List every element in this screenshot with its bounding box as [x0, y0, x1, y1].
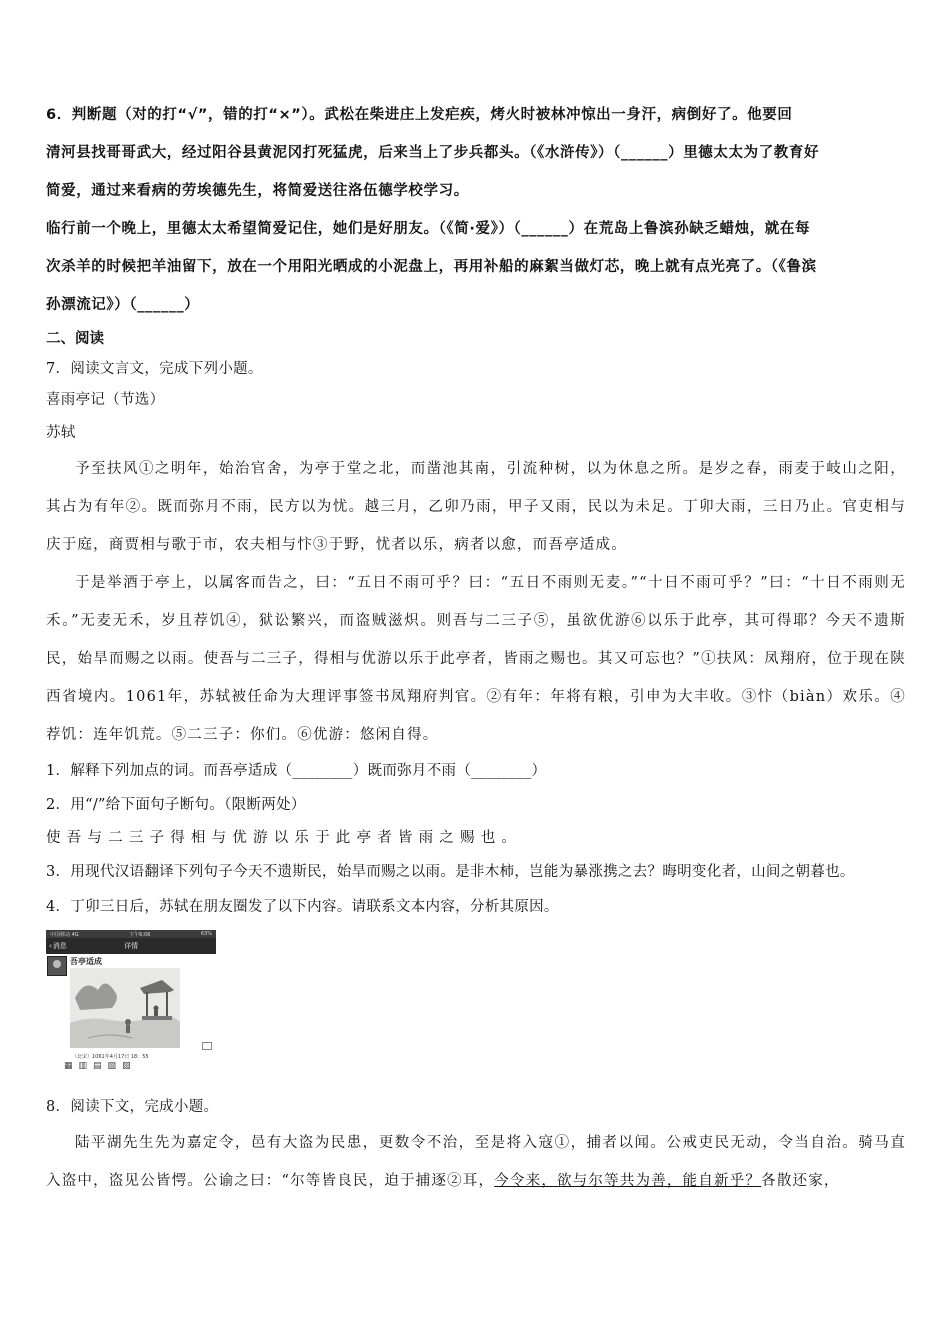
q6-line-6: 孙漂流记》）（______） [46, 297, 200, 313]
back-label: 消息 [52, 942, 67, 950]
q6-line-1: 6．判断题（对的打“√”，错的打“×”）。武松在柴进庄上发疟疾，烤火时被林冲惊出一身汗，病倒好了。他要回 [46, 107, 793, 123]
subquestion-3: 3．用现代汉语翻译下列句子今天不遗斯民，始旱而赐之以雨。是非木柿，岂能为暴涨携之去？晦明变化者，山间之朝暮也。 [46, 864, 855, 880]
post-timestamp: （北宋）1061年4月17日 18：55 [72, 1054, 149, 1060]
question-6 [46, 96, 906, 324]
section-heading-reading: 二、阅读 [46, 331, 104, 347]
reaction-avatar-icon: ▤ [93, 1061, 102, 1071]
clock-label: 下午6:06 [129, 931, 151, 938]
pavilion-painting-image[interactable] [70, 968, 180, 1048]
passage-paragraph-2: 于是举酒于亭上，以属客而告之，曰：“五日不雨可乎？曰：“五日不雨则无麦。”“十日不雨可乎？”曰：“十日不雨则无禾。”无麦无禾，岁且荐饥④，狱讼繁兴，而盗贼滋炽。则吾与二三子⑤，虽欲优游⑥以乐于此亭，其可得耶？今天不遗斯民，始旱而赐之以雨。使吾与二三子，得相与优游以乐于此亭者，皆雨之赐也。其又可忘也？”①扶风：凤翔府，位于现在陕西省境内。1061年，苏轼被任命为大理评事签书凤翔府判官。②有年：年将有粮，引申为大丰收。③忭（biàn）欢乐。④荐饥：连年饥荒。⑤二三子：你们。⑥优游：悠闲自得。 [46, 575, 906, 743]
question-8 [46, 1090, 906, 1200]
battery-label: 63% [200, 931, 212, 937]
avatar-head-icon [53, 960, 61, 968]
avatar[interactable] [47, 956, 67, 976]
q6-line-5: 次杀羊的时候把羊油留下，放在一个用阳光晒成的小泥盘上，再用补船的麻絮当做灯芯，晚上就有点光亮了。（《鲁滨 [46, 259, 817, 275]
subquestion-2: 2．用“/”给下面句子断句。（限断两处） [46, 797, 306, 813]
nav-bar [46, 938, 216, 954]
passage-paragraph-1: 予至扶风①之明年，始治官舍，为亭于堂之北，而凿池其南，引流种树，以为休息之所。是岁之春，雨麦于岐山之阳，其占为有年②。既而弥月不雨，民方以为忧。越三月，乙卯乃雨，甲子又雨，民以为未足。丁卯大雨，三日乃止。官吏相与庆于庭，商贾相与歌于市，农夫相与忭③于野，忧者以乐，病者以愈，而吾亭适成。 [46, 461, 906, 553]
subquestion-2-sentence: 使吾与二三子得相与优游以乐于此亭者皆雨之赐也。 [46, 830, 523, 846]
q8-intro: 8．阅读下文，完成小题。 [46, 1099, 219, 1115]
passage-author: 苏轼 [46, 425, 76, 441]
reaction-avatar-icon: ▨ [122, 1061, 131, 1071]
reaction-avatar-icon: ▧ [107, 1061, 117, 1071]
status-bar [46, 930, 216, 938]
subquestion-4: 4．丁卯三日后，苏轼在朋友圈发了以下内容。请联系文本内容，分析其原因。 [46, 899, 559, 915]
q7-intro: 7．阅读文言文，完成下列小题。 [46, 361, 263, 377]
reaction-avatars [64, 1061, 131, 1071]
comment-icon[interactable] [202, 1042, 212, 1050]
chevron-left-icon: ‹ [49, 942, 52, 950]
subquestion-1: 1．解释下列加点的词。而吾亭适成（________）既而弥月不雨（________） [46, 763, 547, 779]
document-page [46, 96, 906, 1200]
question-7 [46, 354, 906, 1080]
moments-screenshot [46, 930, 216, 1080]
moments-post [46, 954, 216, 1080]
post-username: 吾亭适成 [70, 957, 102, 966]
q8-underlined-sentence: 今令来，欲与尔等共为善，能自新乎？ [494, 1173, 762, 1189]
q8-paragraph [46, 1124, 906, 1200]
reaction-avatar-icon: ▦ [64, 1061, 73, 1071]
q8-text-before: 陆平湖先生先为嘉定令，邑有大盗为民患，更数令不治，至是将入寇①，捕者以闻。公戒吏民无动，令当自治。骑马直入盗中，盗见公皆愕。公谕之曰：“尔等皆良民，迫于捕逐②耳， [46, 1135, 906, 1189]
passage-title: 喜雨亭记（节选） [46, 392, 165, 408]
carrier-label: 中国移动 4G [50, 931, 79, 938]
nav-title: 详情 [124, 942, 138, 950]
q6-line-4: 临行前一个晚上，里德太太希望简爱记住，她们是好朋友。（《简·爱》）（______）在荒岛上鲁滨孙缺乏蜡烛，就在每 [46, 221, 811, 237]
q6-line-2: 清河县找哥哥武大，经过阳谷县黄泥冈打死猛虎，后来当上了步兵都头。（《水浒传》）（______）里德太太为了教育好 [46, 145, 820, 161]
q8-text-after: 各散还家， [761, 1173, 840, 1189]
reaction-avatar-icon: ▥ [78, 1061, 88, 1071]
q6-line-3: 简爱，通过来看病的劳埃德先生，将简爱送往洛伍德学校学习。 [46, 183, 469, 199]
